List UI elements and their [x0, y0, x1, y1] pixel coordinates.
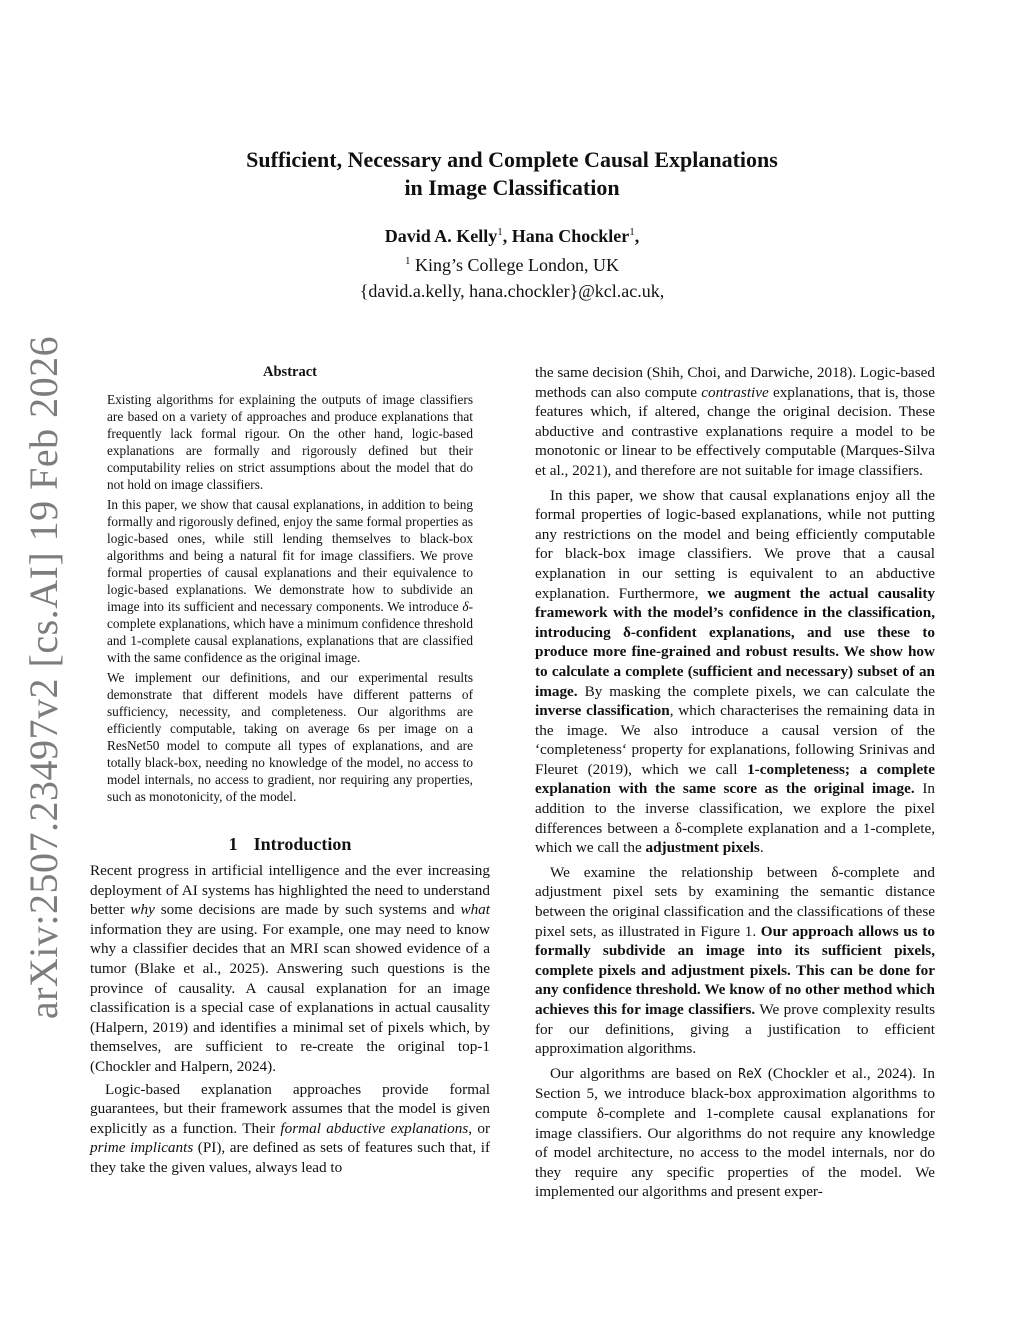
author-email: {david.a.kelly, hana.chockler}@kcl.ac.uk, [359, 281, 665, 301]
paper-title [90, 146, 934, 202]
affiliation-mark: 1 [405, 255, 411, 267]
author-name: Hana Chockler [511, 226, 630, 246]
body-paragraph: We examine the relationship between δ-complete and adjustment pixel sets by examining the semantic distance between the original classification and the classifications of these pixel sets, as illustrated in Figure 1. Our approach allows us to formally subdivide an image into its sufficient pixels, complete pixels and adjustment pixels. This can be done for any confidence threshold. We know of no other method which achieves this for image classifiers. We prove complexity results for our definitions, giving a justification to efficient approximation algorithms. [535, 863, 935, 1058]
section-number: 1 [228, 834, 238, 854]
abstract-paragraph: We implement our definitions, and our experimental results demonstrate that different models have different patterns of sufficiency, necessity, and completeness. Our algorithms are efficiently computable, taking on average 6s per image on a ResNet50 model to compute all types of explanations, and are totally black-box, needing no knowledge of the model, no access to model internals, no access to gradient, nor requiring any properties, such as monotonicity, of the model. [107, 670, 473, 804]
rex-tool-name: ReX [738, 1066, 762, 1082]
body-paragraph: Logic-based explanation approaches provide formal guarantees, but their framework assumes that the model is given explicitly as a function. Their formal abductive explanations, or prime implicants (PI), are defined as sets of features such that, if they take the given values, always lead to [90, 1080, 491, 1176]
author-trailing: , [634, 226, 640, 246]
delta-symbol: δ [462, 599, 469, 614]
author-name: David A. Kelly [384, 226, 498, 246]
body-paragraph: In this paper, we show that causal explanations enjoy all the formal properties of logic-based explanations, while not putting any restrictions on the model and being efficiently computable for black-box image classifiers. We prove that a causal explanation in our setting is equivalent to an abductive explanation. Furthermore, we augment the actual causality framework with the model’s confidence in the classification, introducing δ-confident explanations, and use these to produce more fine-grained and robust results. We show how to calculate a complete (sufficient and necessary) subset of an image. By masking the complete pixels, we can calculate the inverse classification, which characterises the remaining data in the image. We also introduce a causal version of the ‘completeness‘ property for explanations, following Srinivas and Fleuret (2019), which we call 1-completeness; a complete explanation with the same score as the original image. In addition to the inverse classification, we explore the pixel differences between a δ-complete explanation and a 1-complete, which we call the adjustment pixels. [535, 486, 936, 857]
right-column [535, 363, 935, 1207]
abstract-paragraph: In this paper, we show that causal explanations, in addition to being formally and rigorously defined, enjoy the same formal properties as logic-based ones, while still lending themselves to black-box algorithms and being a natural fit for image classifiers. We prove formal properties of causal explanations and their equivalence to logic-based explanations. We demonstrate how to subdivide an image into its sufficient and necessary components. We introduce δ-complete explanations, which have a minimum confidence threshold and 1-complete causal explanations, explanations that are classified with the same confidence as the original image. [107, 497, 473, 665]
author-list [90, 224, 934, 248]
body-paragraph: Our algorithms are based on ReX (Chockler et al., 2024). In Section 5, we introduce black-box approximation algorithms to compute δ-complete and 1-complete causal explanations for image classifiers. Our algorithms do not require any knowledge of model architecture, no access to the model internals, nor do they require any specific properties of the model. We implemented our algorithms and present exper- [535, 1064, 935, 1201]
paper-title-line-2: in Image Classification [404, 175, 620, 200]
section-title: Introduction [253, 834, 352, 854]
introduction-body [90, 861, 490, 1178]
introduction-body-continued [535, 363, 935, 1202]
body-paragraph: the same decision (Shih, Choi, and Darwiche, 2018). Logic-based methods can also compute contrastive explanations, that is, those features which, if altered, change the original decision. These abductive and contrastive explanations require a model to be monotonic or linear to be effectively computable (Marques-Silva et al., 2021), and therefore are not suitable for image classifiers. [535, 364, 935, 479]
section-heading-introduction [90, 833, 490, 855]
affiliation-text: King’s College London, UK [410, 255, 619, 275]
arxiv-identifier-stamp [14, 335, 74, 1019]
abstract-paragraph: Existing algorithms for explaining the outputs of image classifiers are based on a variety of approaches and produce explanations that frequently lack formal rigour. On the other hand, logic-based explanations are formally and rigorously defined but their computability relies on strict assumptions about the model that do not hold on image classifiers. [107, 392, 473, 492]
arxiv-identifier-text: arXiv:2507.23497v2 [cs.AI] 19 Feb 2026 [21, 335, 67, 1019]
author-separator: , [502, 226, 512, 246]
abstract-heading: Abstract [263, 364, 317, 380]
affiliation [90, 252, 934, 278]
paper-title-line-1: Sufficient, Necessary and Complete Causal Explanations [246, 147, 778, 172]
left-column [90, 363, 490, 1181]
body-paragraph: Recent progress in artificial intelligence and the ever increasing deployment of AI systems has highlighted the need to understand better why some decisions are made by such systems and what information they are using. For example, one may need to know why a classifier decides that an MRI scan showed evidence of a tumor (Blake et al., 2025). Answering such questions is the province of causality. A causal explanation for an image classification is a special case of explanations in actual causality (Halpern, 2019) and identifies a minimal set of pixels which, by themselves, are sufficient to re-create the original top-1 (Chockler and Halpern, 2024). [90, 862, 490, 1075]
title-block [90, 146, 934, 304]
author-affil-mark: 1 [629, 226, 635, 238]
abstract-body [107, 391, 473, 805]
author-affil-mark: 1 [497, 226, 503, 238]
